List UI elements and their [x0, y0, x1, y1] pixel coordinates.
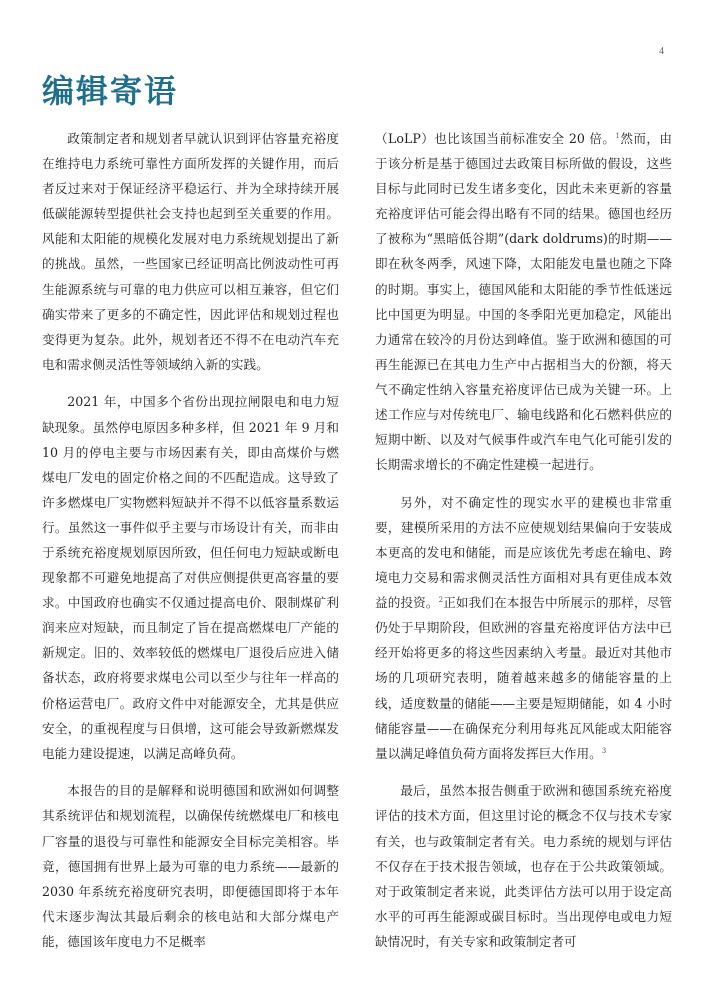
- paragraph-uncertainty-modeling: [375, 490, 672, 766]
- right-column: [375, 126, 672, 967]
- page-number: 4: [659, 46, 664, 57]
- text-lolp: （LoLP）也比该国当前标准安全 20 倍。: [375, 131, 616, 146]
- text-storage: 正如我们在本报告中所展示的那样，尽管仍处于早期阶段，但欧洲的容量充裕度评估方法中已经开始将更多的将这些因素纳入考量。最近对其他市场的几项研究表明，随着越来越多的储能容量的上线，适度数量的储能——主要是短期储能，如 4 小时储能容量——在确保充分利用每兆瓦风能或太阳能容量以满足峰值负荷方面将发挥巨大作用。: [375, 595, 672, 761]
- text-modeling: 另外，对不确定性的现实水平的建模也非常重要，建模所采用的方法不应使规划结果偏向于安装成本更高的发电和储能，而是应该优先考虑在输电、跨境电力交易和需求侧灵活性方面相对具有更佳成本效益的投资。: [375, 494, 672, 611]
- left-column: [42, 126, 339, 967]
- text-dark-doldrums: 然而，由于该分析是基于德国过去政策目标所做的假设，这些目标与此同时已发生诸多变化，因此未来更新的容量充裕度评估可能会得出略有不同的结果。德国也经历了被称为“黑暗低谷期”(dark doldrums)的时期——即在秋冬两季，风速下降，太阳能发电量也随之下降的时期。事实上，德国风能和太阳能的季节性低迷远比中国更为明显。中国的冬季阳光更加稳定，风能出力通常在较冷的月份达到峰值。鉴于欧洲和德国的可再生能源已在其电力生产中占据相当大的份额，将天气不确定性纳入容量充裕度评估已成为关键一环。上述工作应与对传统电厂、输电线路和化石燃料供应的短期中断、以及对气候事件或汽车电气化可能引发的长期需求增长的不确定性建模一起进行。: [375, 131, 672, 473]
- paragraph-report-purpose: 本报告的目的是解释和说明德国和欧洲如何调整其系统评估和规划流程，以确保传统燃煤电厂和核电厂容量的退役与可靠性和能源安全目标完美相容。毕竟，德国拥有世界上最为可靠的电力系统——最新的 2030 年系统充裕度研究表明，即便德国即将于本年代末逐步淘汰其最后剩余的核电站和大部分煤电产能，德国该年度电力不足概率: [42, 783, 339, 949]
- paragraph-intro: 政策制定者和规划者早就认识到评估容量充裕度在维持电力系统可靠性方面所发挥的关键作用，而后者反过来对于保证经济平稳运行、并为全球持续开展低碳能源转型提供社会支持也起到至关重要的作用。风能和太阳能的规模化发展对电力系统规划提出了新的挑战。虽然，一些国家已经证明高比例波动性可再生能源系统与可靠的电力供应可以相互兼容，但它们确实带来了更多的不确定性，因此评估和规划过程也变得更为复杂。此外，规划者还不得不在电动汽车充电和需求侧灵活性等领域纳入新的实践。: [42, 131, 339, 372]
- footnote-marker-3: 3: [601, 746, 607, 755]
- paragraph-conclusion: 最后，虽然本报告侧重于欧洲和德国系统充裕度评估的技术方面，但这里讨论的概念不仅与技术专家有关，也与政策制定者有关。电力系统的规划与评估不仅存在于技术报告领域，也存在于公共政策领域。对于政策制定者来说，此类评估方法可以用于设定高水平的可再生能源或碳目标时。当出现停电或电力短缺情况时，有关专家和政策制定者可: [375, 783, 672, 949]
- footnote-marker-1: 1: [615, 131, 620, 140]
- paragraph-lolp-continued: [375, 126, 672, 477]
- page-title: 编辑寄语: [42, 72, 179, 110]
- footnote-marker-2: 2: [438, 596, 444, 604]
- paragraph-china-shortage: 2021 年，中国多个省份出现拉闸限电和电力短缺现象。虽然停电原因多种多样，但 2021 年 9 月和 10 月的停电主要与市场因素有关，即由高煤价与燃煤电厂发电的固定价格之间的不匹配造成。这导致了许多燃煤电厂实物燃料短缺并不得不以低容量系数运行。虽然这一事件似乎主要与市场设计有关，而非由于系统充裕度规划原因所致，但任何电力短缺或断电现象都不可避免地提高了对供应侧提供更高容量的要求。中国政府也确实不仅通过提高电价、限制煤矿利润来应对短缺，而且制定了旨在提高燃煤电厂产能的新规定。旧的、效率较低的燃煤电厂退役后应进入储备状态，政府将要求煤电公司以至少与往年一样高的价格运营电厂。政府文件中对能源安全，尤其是供应安全，的重视程度与日俱增，这可能会导致新燃煤发电能力建设提速，以满足高峰负荷。: [42, 394, 339, 761]
